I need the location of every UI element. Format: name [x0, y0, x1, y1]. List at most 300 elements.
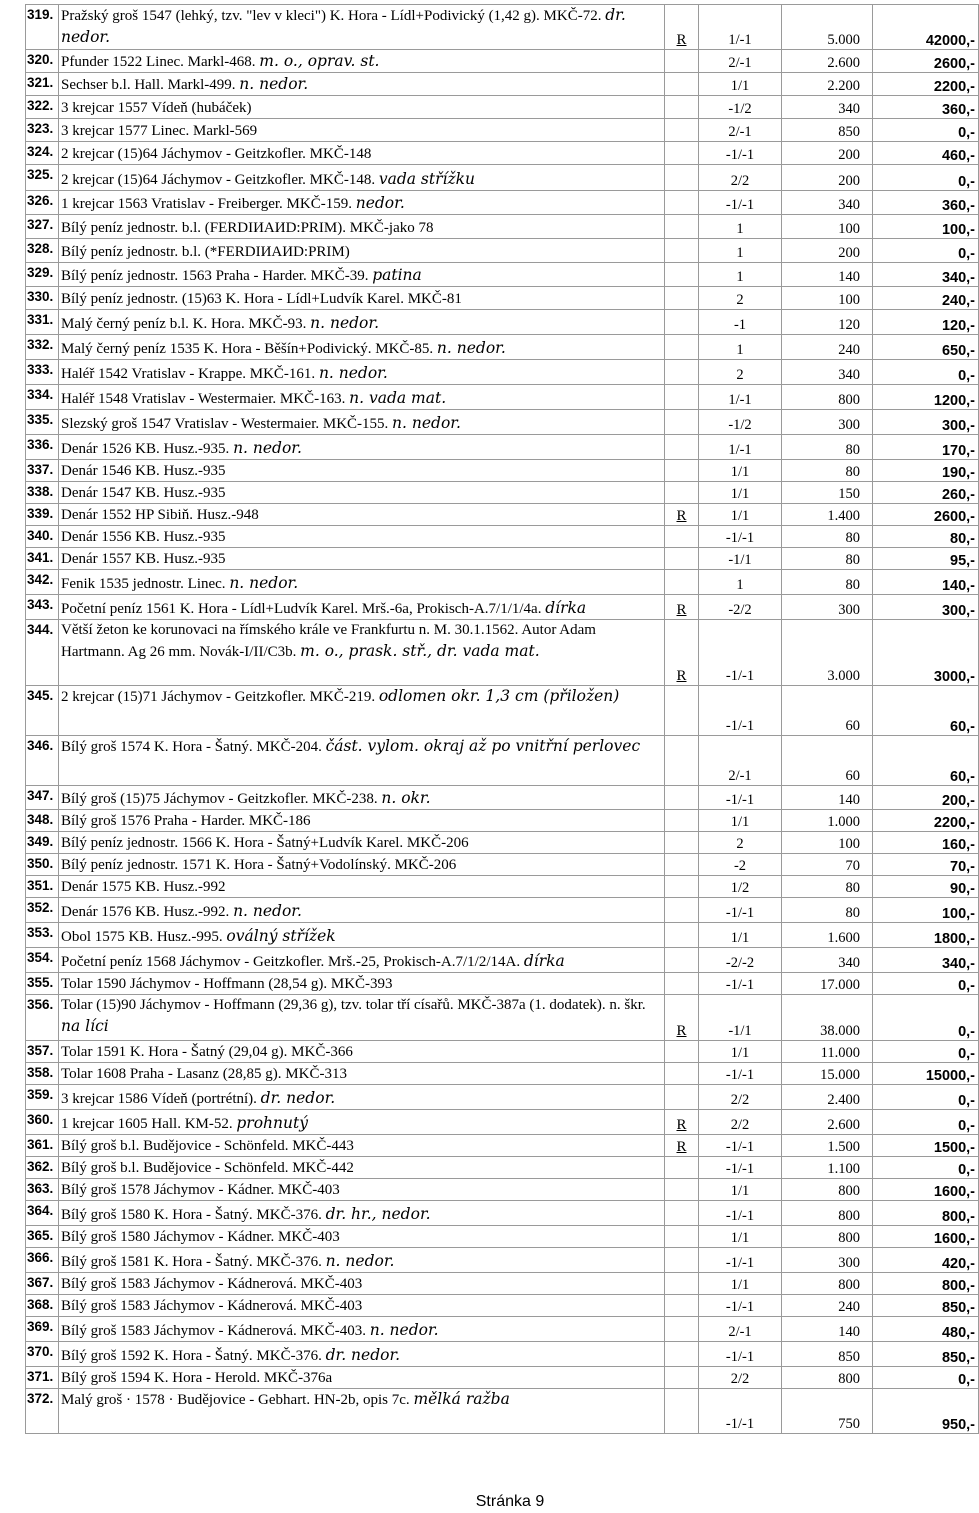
lot-row — [26, 1248, 979, 1273]
lot-grade: 1/-1 — [699, 385, 782, 410]
starting-price: 200 — [782, 165, 873, 191]
rarity-cell — [665, 1389, 699, 1434]
lot-grade: -1/-1 — [699, 1135, 782, 1157]
lot-row — [26, 96, 979, 119]
lot-row — [26, 832, 979, 854]
starting-price: 340 — [782, 96, 873, 119]
lot-description: Bílý groš 1574 K. Hora - Šatný. MKČ-204. — [61, 739, 322, 755]
lot-grade: -1/-1 — [699, 786, 782, 810]
lot-grade: -1/-1 — [699, 1248, 782, 1273]
hammer-price: 360,- — [873, 96, 979, 119]
starting-price: 750 — [782, 1389, 873, 1434]
lot-row — [26, 786, 979, 810]
hammer-price: 300,- — [873, 410, 979, 435]
lot-condition-note: oválný střížek — [226, 927, 336, 945]
lot-description: Denár 1552 HP Sibiň. Husz.-948 — [61, 507, 259, 523]
starting-price: 17.000 — [782, 973, 873, 995]
lot-description-cell — [59, 504, 665, 526]
lot-row — [26, 995, 979, 1041]
lot-grade: 2/-1 — [699, 50, 782, 73]
hammer-price: 340,- — [873, 948, 979, 973]
rarity-cell — [665, 526, 699, 548]
lot-number: 327. — [26, 215, 59, 239]
lot-row — [26, 410, 979, 435]
rarity-mark: R — [676, 1139, 687, 1155]
lot-description: Denár 1575 KB. Husz.-992 — [61, 879, 226, 895]
lot-grade: 2/2 — [699, 165, 782, 191]
lot-description: 2 krejcar (15)64 Jáchymov - Geitzkofler. MKČ-148 — [61, 146, 372, 162]
rarity-cell — [665, 1110, 699, 1135]
lot-description-cell — [59, 948, 665, 973]
lot-description-cell — [59, 570, 665, 595]
lot-number: 369. — [26, 1317, 59, 1342]
rarity-cell — [665, 686, 699, 736]
rarity-cell — [665, 360, 699, 385]
rarity-mark: R — [676, 1117, 687, 1133]
lot-row — [26, 1295, 979, 1317]
lot-grade: 2/-1 — [699, 119, 782, 142]
hammer-price: 460,- — [873, 142, 979, 165]
lot-description: Malý černý peníz b.l. K. Hora. MKČ-93. — [61, 316, 307, 332]
lot-condition-note: dr. nedor. — [325, 1346, 401, 1364]
lot-row — [26, 620, 979, 686]
lot-description-cell — [59, 548, 665, 570]
hammer-price: 1600,- — [873, 1179, 979, 1201]
lot-description: Tolar 1591 K. Hora - Šatný (29,04 g). MKČ-366 — [61, 1044, 353, 1060]
hammer-price: 170,- — [873, 435, 979, 460]
lot-description: Bílý groš 1580 K. Hora - Šatný. MKČ-376. — [61, 1207, 322, 1223]
lot-condition-note: n. nedor. — [325, 1252, 395, 1270]
rarity-cell — [665, 898, 699, 923]
rarity-cell — [665, 923, 699, 948]
rarity-cell — [665, 191, 699, 215]
hammer-price: 190,- — [873, 460, 979, 482]
lot-number: 348. — [26, 810, 59, 832]
hammer-price: 360,- — [873, 191, 979, 215]
lot-description-cell — [59, 810, 665, 832]
lot-row — [26, 686, 979, 736]
lot-description-cell — [59, 142, 665, 165]
lot-number: 354. — [26, 948, 59, 973]
lot-row — [26, 165, 979, 191]
lot-description: Bílý groš 1594 K. Hora - Herold. MKČ-376a — [61, 1370, 333, 1386]
rarity-cell — [665, 410, 699, 435]
lot-grade: 2 — [699, 832, 782, 854]
lot-number: 322. — [26, 96, 59, 119]
rarity-cell — [665, 119, 699, 142]
lot-row — [26, 1317, 979, 1342]
hammer-price: 0,- — [873, 995, 979, 1041]
lot-description-cell — [59, 385, 665, 410]
lot-description: Bílý groš 1580 Jáchymov - Kádner. MKČ-403 — [61, 1229, 340, 1245]
lot-description-cell — [59, 239, 665, 263]
lot-grade: -1/-1 — [699, 142, 782, 165]
lot-grade: -1/1 — [699, 548, 782, 570]
lot-grade: 1/1 — [699, 1226, 782, 1248]
hammer-price: 0,- — [873, 1110, 979, 1135]
rarity-cell — [665, 854, 699, 876]
lot-row — [26, 460, 979, 482]
lot-number: 352. — [26, 898, 59, 923]
rarity-mark: R — [676, 32, 687, 48]
lot-description: Slezský groš 1547 Vratislav - Westermaier. MKČ-155. — [61, 416, 389, 432]
starting-price: 240 — [782, 1295, 873, 1317]
lot-number: 321. — [26, 73, 59, 96]
rarity-cell — [665, 310, 699, 335]
rarity-cell — [665, 1367, 699, 1389]
lot-number: 333. — [26, 360, 59, 385]
lot-description-cell — [59, 410, 665, 435]
rarity-cell — [665, 435, 699, 460]
lot-description: Pfunder 1522 Linec. Markl-468. — [61, 54, 256, 70]
lot-description: 2 krejcar (15)71 Jáchymov - Geitzkofler. MKČ-219. — [61, 689, 376, 705]
lot-description: Bílý groš 1583 Jáchymov - Kádnerová. MKČ-403. — [61, 1323, 366, 1339]
starting-price: 200 — [782, 142, 873, 165]
lot-number: 358. — [26, 1063, 59, 1085]
starting-price: 2.600 — [782, 1110, 873, 1135]
rarity-cell — [665, 1248, 699, 1273]
starting-price: 80 — [782, 876, 873, 898]
lot-grade: 2/-1 — [699, 1317, 782, 1342]
lot-grade: 2/-1 — [699, 736, 782, 786]
lot-description: 1 krejcar 1563 Vratislav - Freiberger. MKČ-159. — [61, 196, 352, 212]
lot-condition-note: mělká ražba — [413, 1390, 510, 1408]
starting-price: 80 — [782, 570, 873, 595]
lot-condition-note: n. vada mat. — [349, 389, 447, 407]
lot-description: Denár 1526 KB. Husz.-935. — [61, 441, 230, 457]
lot-grade: 1/-1 — [699, 435, 782, 460]
lot-row — [26, 1110, 979, 1135]
lot-description-cell — [59, 1085, 665, 1110]
lot-grade: 1/1 — [699, 923, 782, 948]
lot-description-cell — [59, 1367, 665, 1389]
rarity-cell — [665, 1041, 699, 1063]
starting-price: 1.600 — [782, 923, 873, 948]
hammer-price: 240,- — [873, 287, 979, 310]
lot-description: Větší žeton ke korunovaci na římského krále ve Frankfurtu n. M. 30.1.1562. Autor Adam Hartmann. Ag 26 mm. Novák-I/II/C3b. — [61, 622, 596, 660]
hammer-price: 160,- — [873, 832, 979, 854]
lot-number: 349. — [26, 832, 59, 854]
hammer-price: 140,- — [873, 570, 979, 595]
lot-row — [26, 948, 979, 973]
lot-description-cell — [59, 876, 665, 898]
rarity-cell — [665, 482, 699, 504]
lot-description: Malý groš · 1578 · Budějovice - Gebhart. HN-2b, opis 7c. — [61, 1392, 410, 1408]
lot-description-cell — [59, 5, 665, 50]
hammer-price: 0,- — [873, 360, 979, 385]
hammer-price: 850,- — [873, 1342, 979, 1367]
starting-price: 38.000 — [782, 995, 873, 1041]
lot-number: 345. — [26, 686, 59, 736]
starting-price: 850 — [782, 1342, 873, 1367]
lot-description: Bílý groš 1583 Jáchymov - Kádnerová. MKČ-403 — [61, 1276, 363, 1292]
hammer-price: 15000,- — [873, 1063, 979, 1085]
lot-grade: -1/-1 — [699, 686, 782, 736]
lot-description-cell — [59, 1273, 665, 1295]
lot-description-cell — [59, 1201, 665, 1226]
lot-condition-note: patina — [372, 266, 422, 284]
lot-row — [26, 360, 979, 385]
lot-condition-note: n. nedor. — [233, 902, 302, 920]
lot-grade: 1 — [699, 570, 782, 595]
lot-row — [26, 215, 979, 239]
rarity-cell — [665, 1157, 699, 1179]
lot-number: 360. — [26, 1110, 59, 1135]
starting-price: 800 — [782, 1201, 873, 1226]
lot-row — [26, 482, 979, 504]
lot-grade: 1/1 — [699, 1179, 782, 1201]
starting-price: 80 — [782, 548, 873, 570]
lot-description: Fenik 1535 jednostr. Linec. — [61, 576, 226, 592]
lot-description-cell — [59, 973, 665, 995]
lot-number: 342. — [26, 570, 59, 595]
lot-description: Bílý groš 1581 K. Hora - Šatný. MKČ-376. — [61, 1254, 322, 1270]
lot-description: 2 krejcar (15)64 Jáchymov - Geitzkofler. MKČ-148. — [61, 172, 376, 188]
lot-description-cell — [59, 923, 665, 948]
lot-description: Denár 1546 KB. Husz.-935 — [61, 463, 226, 479]
starting-price: 120 — [782, 310, 873, 335]
hammer-price: 0,- — [873, 1367, 979, 1389]
lot-grade: -1/-1 — [699, 1295, 782, 1317]
starting-price: 2.600 — [782, 50, 873, 73]
hammer-price: 80,- — [873, 526, 979, 548]
rarity-cell — [665, 263, 699, 287]
lot-description-cell — [59, 482, 665, 504]
lot-description-cell — [59, 1063, 665, 1085]
lot-row — [26, 191, 979, 215]
lot-row — [26, 570, 979, 595]
lot-grade: 2/2 — [699, 1085, 782, 1110]
lot-row — [26, 923, 979, 948]
lot-number: 357. — [26, 1041, 59, 1063]
starting-price: 300 — [782, 595, 873, 620]
rarity-cell — [665, 50, 699, 73]
lot-description-cell — [59, 736, 665, 786]
lot-condition-note: dr. nedor. — [61, 6, 626, 46]
starting-price: 800 — [782, 1226, 873, 1248]
lot-row — [26, 1389, 979, 1434]
starting-price: 140 — [782, 263, 873, 287]
starting-price: 800 — [782, 1367, 873, 1389]
hammer-price: 0,- — [873, 973, 979, 995]
rarity-cell — [665, 385, 699, 410]
lot-number: 359. — [26, 1085, 59, 1110]
hammer-price: 120,- — [873, 310, 979, 335]
lot-condition-note: dr. hr., nedor. — [325, 1205, 431, 1223]
starting-price: 240 — [782, 335, 873, 360]
lot-number: 332. — [26, 335, 59, 360]
lot-description: Bílý peníz jednostr. b.l. (FERDIИAИD:PRIM). MKČ-jako 78 — [61, 220, 434, 236]
starting-price: 200 — [782, 239, 873, 263]
lot-description-cell — [59, 1389, 665, 1434]
rarity-cell — [665, 786, 699, 810]
lot-row — [26, 50, 979, 73]
lot-description-cell — [59, 1342, 665, 1367]
lot-number: 363. — [26, 1179, 59, 1201]
lot-condition-note: n. nedor. — [392, 414, 461, 432]
lot-description-cell — [59, 1226, 665, 1248]
lot-row — [26, 1179, 979, 1201]
hammer-price: 2600,- — [873, 50, 979, 73]
lot-description-cell — [59, 435, 665, 460]
lot-number: 346. — [26, 736, 59, 786]
lot-grade: 2 — [699, 360, 782, 385]
lot-grade: -1/-1 — [699, 1157, 782, 1179]
starting-price: 60 — [782, 736, 873, 786]
lot-number: 329. — [26, 263, 59, 287]
rarity-cell — [665, 1201, 699, 1226]
lot-grade: -1/-1 — [699, 620, 782, 686]
lot-grade: 1 — [699, 335, 782, 360]
lot-condition-note: nedor. — [355, 194, 405, 212]
starting-price: 2.200 — [782, 73, 873, 96]
lot-description-cell — [59, 786, 665, 810]
lot-row — [26, 898, 979, 923]
starting-price: 1.400 — [782, 504, 873, 526]
lot-grade: -1/2 — [699, 96, 782, 119]
hammer-price: 70,- — [873, 854, 979, 876]
rarity-cell — [665, 973, 699, 995]
lot-condition-note: prohnutý — [236, 1114, 308, 1132]
lot-row — [26, 310, 979, 335]
starting-price: 1.500 — [782, 1135, 873, 1157]
lot-condition-note: n. nedor. — [239, 75, 309, 93]
lot-number: 324. — [26, 142, 59, 165]
hammer-price: 1800,- — [873, 923, 979, 948]
lot-number: 347. — [26, 786, 59, 810]
starting-price: 1.000 — [782, 810, 873, 832]
lot-description-cell — [59, 460, 665, 482]
lot-row — [26, 73, 979, 96]
lot-description: Bílý groš 1578 Jáchymov - Kádner. MKČ-403 — [61, 1182, 340, 1198]
rarity-cell — [665, 504, 699, 526]
lot-description-cell — [59, 73, 665, 96]
hammer-price: 300,- — [873, 595, 979, 620]
lot-description: 1 krejcar 1605 Hall. KM-52. — [61, 1116, 233, 1132]
lot-description: Bílý groš 1592 K. Hora - Šatný. MKČ-376. — [61, 1348, 322, 1364]
lot-condition-note: část. vylom. okraj až po vnitřní perlovec — [325, 737, 641, 755]
lot-row — [26, 287, 979, 310]
lot-row — [26, 1273, 979, 1295]
lot-condition-note: n. nedor. — [369, 1321, 439, 1339]
starting-price: 5.000 — [782, 5, 873, 50]
hammer-price: 3000,- — [873, 620, 979, 686]
lot-number: 361. — [26, 1135, 59, 1157]
lot-description-cell — [59, 1317, 665, 1342]
lot-grade: 1 — [699, 239, 782, 263]
lot-condition-note: n. nedor. — [233, 439, 302, 457]
lot-description: Denár 1556 KB. Husz.-935 — [61, 529, 226, 545]
starting-price: 15.000 — [782, 1063, 873, 1085]
rarity-cell — [665, 142, 699, 165]
lot-description-cell — [59, 1157, 665, 1179]
lot-description: Bílý groš b.l. Budějovice - Schönfeld. MKČ-442 — [61, 1160, 354, 1176]
starting-price: 800 — [782, 1273, 873, 1295]
lot-description: Sechser b.l. Hall. Markl-499. — [61, 77, 236, 93]
lot-condition-note: m. o., prask. stř., dr. vada mat. — [300, 642, 540, 660]
rarity-cell — [665, 810, 699, 832]
lot-grade: -2/-2 — [699, 948, 782, 973]
lot-description: Obol 1575 KB. Husz.-995. — [61, 929, 223, 945]
starting-price: 80 — [782, 460, 873, 482]
lot-row — [26, 142, 979, 165]
lot-description-cell — [59, 1110, 665, 1135]
rarity-cell — [665, 1226, 699, 1248]
rarity-mark: R — [676, 508, 687, 524]
lot-grade: -1/2 — [699, 410, 782, 435]
hammer-price: 1500,- — [873, 1135, 979, 1157]
lot-description: Početní peníz 1561 K. Hora - Lídl+Ludvík Karel. Mrš.-6a, Prokisch-A.7/1/1/4a. — [61, 601, 542, 617]
rarity-cell — [665, 595, 699, 620]
lot-number: 356. — [26, 995, 59, 1041]
lot-description: Bílý peníz jednostr. 1566 K. Hora - Šatný+Ludvík Karel. MKČ-206 — [61, 835, 469, 851]
lot-row — [26, 335, 979, 360]
lot-description: Haléř 1548 Vratislav - Westermaier. MKČ-163. — [61, 391, 346, 407]
starting-price: 60 — [782, 686, 873, 736]
hammer-price: 480,- — [873, 1317, 979, 1342]
rarity-cell — [665, 948, 699, 973]
lot-description-cell — [59, 360, 665, 385]
starting-price: 300 — [782, 1248, 873, 1273]
rarity-cell — [665, 215, 699, 239]
lot-condition-note: odlomen okr. 1,3 cm (přiložen) — [378, 687, 620, 705]
lot-condition-note: n. okr. — [381, 789, 431, 807]
lot-row — [26, 1135, 979, 1157]
rarity-cell — [665, 96, 699, 119]
lot-number: 350. — [26, 854, 59, 876]
starting-price: 3.000 — [782, 620, 873, 686]
lot-description-cell — [59, 1295, 665, 1317]
lot-grade: 1/1 — [699, 1041, 782, 1063]
starting-price: 80 — [782, 526, 873, 548]
lot-row — [26, 973, 979, 995]
starting-price: 100 — [782, 832, 873, 854]
lot-grade: 1/1 — [699, 810, 782, 832]
lot-number: 334. — [26, 385, 59, 410]
lot-row — [26, 854, 979, 876]
lot-description-cell — [59, 995, 665, 1041]
starting-price: 80 — [782, 898, 873, 923]
lot-row — [26, 548, 979, 570]
rarity-cell — [665, 620, 699, 686]
starting-price: 70 — [782, 854, 873, 876]
lot-description: Tolar (15)90 Jáchymov - Hoffmann (29,36 g), tzv. tolar tří císařů. MKČ-387a (1. dodatek). n. škr. — [61, 997, 646, 1013]
lot-description: Denár 1576 KB. Husz.-992. — [61, 904, 230, 920]
hammer-price: 100,- — [873, 898, 979, 923]
lot-description: Haléř 1542 Vratislav - Krappe. MKČ-161. — [61, 366, 316, 382]
hammer-price: 0,- — [873, 1157, 979, 1179]
lot-number: 341. — [26, 548, 59, 570]
rarity-mark: R — [676, 668, 687, 684]
lot-number: 364. — [26, 1201, 59, 1226]
lot-number: 319. — [26, 5, 59, 50]
starting-price: 800 — [782, 1179, 873, 1201]
hammer-price: 950,- — [873, 1389, 979, 1434]
lot-grade: -1/-1 — [699, 973, 782, 995]
lot-description-cell — [59, 287, 665, 310]
starting-price: 150 — [782, 482, 873, 504]
lot-number: 323. — [26, 119, 59, 142]
starting-price: 850 — [782, 119, 873, 142]
lot-description-cell — [59, 263, 665, 287]
rarity-cell — [665, 876, 699, 898]
page-footer — [0, 1493, 960, 1511]
lot-description: Denár 1547 KB. Husz.-935 — [61, 485, 226, 501]
lot-description: 3 krejcar 1577 Linec. Markl-569 — [61, 123, 258, 139]
hammer-price: 2200,- — [873, 810, 979, 832]
lot-description-cell — [59, 335, 665, 360]
hammer-price: 260,- — [873, 482, 979, 504]
